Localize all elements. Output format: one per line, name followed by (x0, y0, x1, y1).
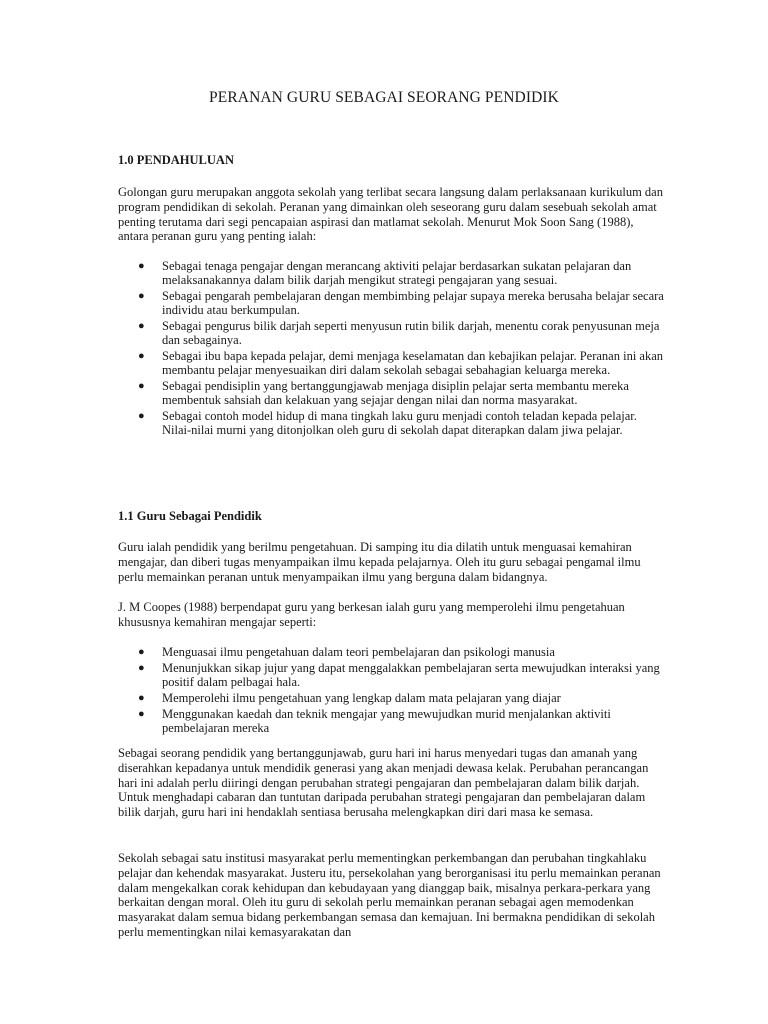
bullet-icon: ● (138, 380, 145, 392)
bullet-icon: ● (138, 350, 145, 362)
list-item (118, 349, 666, 377)
list-item-text: Menguasai ilmu pengetahuan dalam teori pembelajaran dan psikologi manusia (162, 645, 555, 659)
list-item-text: Sebagai tenaga pengajar dengan merancang aktiviti pelajar berdasarkan sukatan pelajaran dan melaksanakannya dalam bilik darjah mengikut strategi pengajaran yang sesuai. (162, 259, 632, 287)
list-item-text: Sebagai ibu bapa kepada pelajar, demi menjaga keselamatan dan kebajikan pelajar. Peranan ini akan membantu pelajar menyesuaikan diri dalam sekolah sebagai sebahagian keluarga mereka. (162, 349, 664, 377)
list-item (118, 661, 666, 689)
bullet-icon: ● (138, 290, 145, 302)
educator-paragraph-3: Sebagai seorang pendidik yang bertanggunjawab, guru hari ini harus menyedari tugas dan amanah yang diserahkan kepadanya untuk mendidik generasi yang akan menjadi dewasa kelak. Perubahan perancangan hari ini adalah perlu diiringi dengan perubahan strategi pengajaran dan pembelajaran dalam bilik darjah. Untuk menghadapi cabaran dan tuntutan daripada perubahan strategi pengajaran dan pembelajaran dalam bilik darjah, guru hari ini hendaklah sentiasa berusaha melengkapkan diri dari masa ke semasa. (118, 746, 649, 820)
list-item-text: Sebagai contoh model hidup di mana tingkah laku guru menjadi contoh teladan kepada pelajar. Nilai-nilai murni yang ditonjolkan oleh guru di sekolah dapat diterapkan dalam jiwa pelajar. (162, 409, 637, 437)
bullet-icon: ● (138, 410, 145, 422)
list-item (118, 409, 666, 437)
list-item (118, 379, 666, 407)
section-heading-pendahuluan: 1.0 PENDAHULUAN (118, 153, 234, 167)
list-item (118, 319, 666, 347)
educator-paragraph-4: Sekolah sebagai satu institusi masyarakat perlu mementingkan perkembangan dan perubahan tingkahlaku pelajar dan kehendak masyarakat. Justeru itu, persekolahan yang berorganisasi itu perlu memainkan peranan dalam mengekalkan corak kehidupan dan kebudayaan yang dianggap baik, misalnya perkara-perkara yang berkaitan dengan moral. Oleh itu guru di sekolah perlu memainkan peranan sebagai agen memodenkan masyarakat dalam semua bidang perkembangan semasa dan kemajuan. Ini bermakna pendidikan di sekolah perlu mementingkan nilai kemasyarakatan dan (118, 851, 661, 939)
section-heading-guru-pendidik: 1.1 Guru Sebagai Pendidik (118, 509, 262, 523)
bullet-icon: ● (138, 708, 145, 720)
educator-paragraph-1: Guru ialah pendidik yang berilmu pengetahuan. Di samping itu dia dilatih untuk menguasai kemahiran mengajar, dan diberi tugas menyampaikan ilmu kepada pelajarnya. Oleh itu guru sebagai pengamal ilmu perlu memainkan peranan untuk menyampaikan ilmu yang berguna dalam bidangnya. (118, 540, 641, 584)
list-item (118, 707, 666, 735)
intro-paragraph: Golongan guru merupakan anggota sekolah yang terlibat secara langsung dalam perlaksanaan kurikulum dan program pendidikan di sekolah. Peranan yang dimainkan oleh seseorang guru dalam sesebuah sekolah amat penting terutama dari segi pencapaian aspirasi dan matlamat sekolah. Menurut Mok Soon Sang (1988), antara peranan guru yang penting ialah: (118, 185, 663, 244)
bullet-icon: ● (138, 260, 145, 272)
bullet-icon: ● (138, 320, 145, 332)
list-item-text: Sebagai pendisiplin yang bertanggungjawab menjaga disiplin pelajar serta membantu mereka membentuk sahsiah dan kelakuan yang sejajar dengan nilai dan norma masyarakat. (162, 379, 629, 407)
list-item-text: Menunjukkan sikap jujur yang dapat menggalakkan pembelajaran serta mewujudkan interaksi yang positif dalam pelbagai hala. (162, 661, 660, 689)
list-item (118, 645, 666, 659)
list-item-text: Memperolehi ilmu pengetahuan yang lengkap dalam mata pelajaran yang diajar (162, 691, 561, 705)
document-title: PERANAN GURU SEBAGAI SEORANG PENDIDIK (209, 89, 559, 106)
bullet-icon: ● (138, 692, 145, 704)
list-item-text: Sebagai pengarah pembelajaran dengan membimbing pelajar supaya mereka berusaha belajar secara individu atau berkumpulan. (162, 289, 664, 317)
educator-paragraph-2: J. M Coopes (1988) berpendapat guru yang berkesan ialah guru yang memperolehi ilmu pengetahuan khususnya kemahiran mengajar seperti: (118, 600, 625, 629)
bullet-icon: ● (138, 662, 145, 674)
bullet-icon: ● (138, 646, 145, 658)
list-item-text: Menggunakan kaedah dan teknik mengajar yang mewujudkan murid menjalankan aktiviti pembelajaran mereka (162, 707, 611, 735)
list-item-text: Sebagai pengurus bilik darjah seperti menyusun rutin bilik darjah, menentu corak penyusunan meja dan sebagainya. (162, 319, 660, 347)
list-item (118, 691, 666, 705)
list-item (118, 289, 666, 317)
effective-teacher-skills-list (118, 645, 666, 735)
teacher-roles-list (118, 259, 666, 437)
list-item (118, 259, 666, 287)
